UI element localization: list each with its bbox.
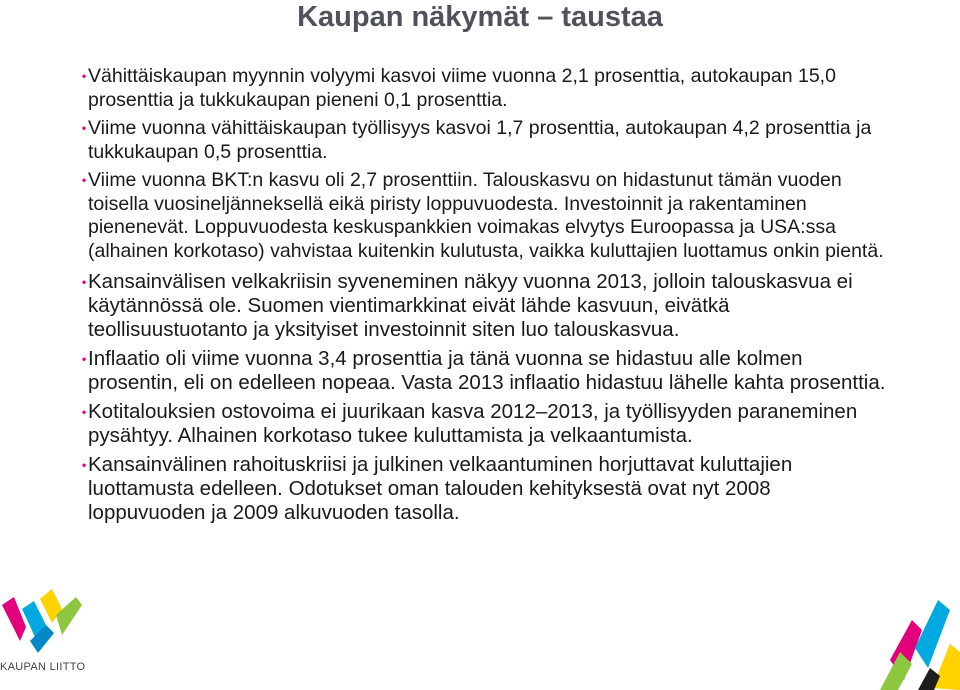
bullet-icon: • (82, 405, 87, 419)
logo-text: KAUPAN LIITTO (0, 661, 86, 673)
bullet-item (82, 347, 888, 395)
bullet-text: Viime vuonna BKT:n kasvu oli 2,7 prosenttiin. Talouskasvu on hidastunut tämän vuoden toisella vuosineljänneksellä eikä piristy loppuvuodesta. Investoinnit ja rakentaminen pienenevät. Loppuvuodesta keskuspankkien voimakas elvytys Euroopassa ja USA:ssa (alhainen korkotaso) vahvistaa kuitenkin kulutusta, vaikka kuluttajien luottamus onkin pientä. (88, 169, 884, 262)
bullet-item (82, 65, 888, 112)
bullet-text: Vähittäiskaupan myynnin volyymi kasvoi viime vuonna 2,1 prosenttia, autokaupan 15,0 prosenttia ja tukkukaupan pieneni 0,1 prosenttia. (88, 65, 836, 111)
bullet-icon: • (82, 69, 87, 83)
bullet-icon: • (82, 352, 87, 366)
bullet-icon: • (82, 173, 87, 187)
bullet-text: Kotitalouksien ostovoima ei juurikaan kasva 2012–2013, ja työllisyyden paraneminen pysähtyy. Alhainen korkotaso tukee kuluttamista ja velkaantumista. (88, 400, 858, 447)
bullet-item (82, 400, 888, 448)
slide-title: Kaupan näkymät – taustaa (297, 1, 663, 33)
bullet-list (82, 65, 888, 530)
bullet-item (82, 453, 888, 525)
bullet-item (82, 169, 888, 263)
logo-green-shape (56, 597, 82, 635)
logo-pink-shape (2, 597, 26, 641)
bullet-icon: • (82, 121, 87, 135)
bullet-text: Viime vuonna vähittäiskaupan työllisyys kasvoi 1,7 prosenttia, autokaupan 4,2 prosenttia ja tukkukaupan 0,5 prosenttia. (88, 117, 872, 163)
bullet-icon: • (82, 275, 87, 289)
bullet-text: Inflaatio oli viime vuonna 3,4 prosenttia ja tänä vuonna se hidastuu alle kolmen prosentin, eli on edelleen nopeaa. Vasta 2013 inflaatio hidastuu lähelle kahta prosenttia. (88, 347, 886, 394)
bullet-text: Kansainvälisen velkakriisin syveneminen näkyy vuonna 2013, jolloin talouskasvua ei käytännössä ole. Suomen vientimarkkinat eivät lähde kasvuun, eivätkä teollisuustuotanto ja yksityiset investoinnit siten luo talouskasvua. (88, 270, 853, 341)
bullet-item (82, 270, 888, 342)
bullet-text: Kansainvälinen rahoituskriisi ja julkinen velkaantuminen horjuttavat kuluttajien luottamusta edelleen. Odotukset oman talouden kehityksestä ovat nyt 2008 loppuvuoden ja 2009 alkuvuoden tasolla. (88, 453, 793, 524)
bullet-item (82, 117, 888, 164)
bullet-icon: • (82, 458, 87, 472)
decorative-shapes-icon (860, 560, 960, 690)
